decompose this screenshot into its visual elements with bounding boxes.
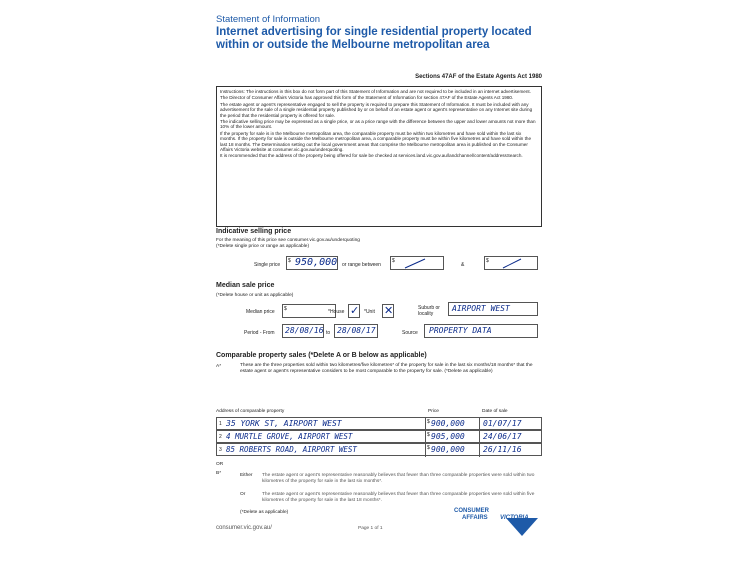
statement-page xyxy=(210,12,550,557)
dollar-sign: $ xyxy=(392,258,395,264)
median-heading: Median sale price xyxy=(216,282,275,289)
indicative-delete-note: (*Delete single price or range as applicable) xyxy=(216,244,310,249)
period-from-value: 28/08/16 xyxy=(285,326,324,335)
col-price-header: Price xyxy=(428,409,439,414)
col-date-header: Date of sale xyxy=(482,409,508,414)
option-b-label: B* xyxy=(216,471,222,476)
indicative-heading: Indicative selling price xyxy=(216,228,292,235)
or-label: OR xyxy=(216,462,224,467)
dollar-sign: $ xyxy=(427,432,430,438)
row-price[interactable]: 905,000 xyxy=(431,432,465,441)
or-option-label: Or xyxy=(240,492,246,497)
period-label: Period - From xyxy=(244,330,275,336)
or-option-text: The estate agent or agent's representative reasonably believes that fewer than three comparable properties were sold within five kilometres of the property for sale in the last 18 months*. xyxy=(262,492,535,503)
row-date[interactable]: 26/11/16 xyxy=(483,445,522,454)
median-note: (*Delete house or unit as applicable) xyxy=(216,293,294,298)
median-price-label: Median price xyxy=(246,309,275,315)
option-a-text: These are the three properties sold within two kilometres/five kilometres* of the property for sale in the last six months/18 months* that the estate agent or agent's representative considers to be most comparable to the property for sale. (*Delete as applicable) xyxy=(240,363,533,374)
page-number: Page 1 of 1 xyxy=(358,526,383,531)
instruction-line: It is recommended that the address of the property being offered for sale be checked at services.land.vic.gov.au/landchannel/content/addressSearch. xyxy=(220,153,523,159)
suburb-label: Suburb or locality xyxy=(418,305,440,317)
logo-text-victoria: VICTORIA xyxy=(500,515,529,521)
strike-mark-icon xyxy=(403,258,427,269)
instruction-line: The estate agent or agent's representative engaged to sell the property is required to prepare this Statement of Information. It must be included with any advertisement for the sale of a single residential property published by or on behalf of an estate agent or agent's representative on any Internet site during the period that the residential property is offered for sale. xyxy=(220,101,533,118)
row-price[interactable]: 900,000 xyxy=(431,445,465,454)
act-reference: Sections 47AF of the Estate Agents Act 1980 xyxy=(415,74,542,80)
dollar-sign: $ xyxy=(427,419,430,425)
col-address-header: Address of comparable property xyxy=(216,409,285,414)
table-row xyxy=(216,443,542,456)
row-date[interactable]: 01/07/17 xyxy=(483,419,522,428)
row-number: 3 xyxy=(219,447,222,453)
dollar-sign: $ xyxy=(486,258,489,264)
unit-label: *Unit xyxy=(364,309,375,315)
house-label: *House xyxy=(328,309,345,315)
source-label: Source xyxy=(402,330,418,336)
instruction-line: The indicative selling price may be expressed as a single price, or as a price range with the difference between the upper and lower amounts not more than 10% of the lower amount. xyxy=(220,119,536,130)
row-number: 1 xyxy=(219,421,222,427)
row-date[interactable]: 24/06/17 xyxy=(483,432,522,441)
table-row xyxy=(216,430,542,443)
logo-text-consumer: CONSUMER xyxy=(454,508,490,514)
row-address[interactable]: 85 ROBERTS ROAD, AIRPORT WEST xyxy=(226,445,357,454)
dollar-sign: $ xyxy=(427,445,430,451)
dollar-sign: $ xyxy=(288,258,291,264)
cross-mark-icon: ✕ xyxy=(384,305,394,317)
unit-checkbox[interactable] xyxy=(382,304,394,318)
either-text: The estate agent or agent's representative reasonably believes that fewer than three comparable properties were sold within two kilometres of the property for sale in the last six months*. xyxy=(262,473,535,484)
instruction-line: The Director of Consumer Affairs Victoria has approved this form of the Statement of Information for section 47AF of the Estate Agents Act 1980. xyxy=(220,95,514,101)
either-label: Either xyxy=(240,473,253,478)
consumer-affairs-logo xyxy=(454,508,546,538)
single-price-value: 950,000 xyxy=(295,257,338,268)
instruction-line: If the property for sale is in the Melbourne metropolitan area, the comparable property must be within two kilometres and have sold within the last six months. If the property for sale is outside the Melbourne metropolitan area, a comparable property must be within five kilometres and have sold within the last 18 months. The Determination setting out the local government areas that comprise the Melbourne metropolitan area is published on the Consumer Affairs Victoria website at consumer.vic.gov.au/underquoting. xyxy=(220,130,532,153)
period-to-value: 28/08/17 xyxy=(337,326,376,335)
suburb-value: AIRPORT WEST xyxy=(452,304,510,313)
range-low-field[interactable] xyxy=(390,256,444,270)
source-field[interactable] xyxy=(424,324,538,338)
dollar-sign: $ xyxy=(284,306,287,312)
period-from-field[interactable] xyxy=(282,324,324,338)
form-label: Statement of Information xyxy=(216,14,321,25)
footer-url[interactable]: consumer.vic.gov.au/ xyxy=(216,525,272,531)
single-price-field[interactable] xyxy=(286,256,338,270)
instructions-box xyxy=(216,86,542,227)
row-address[interactable]: 4 MURTLE GROVE, AIRPORT WEST xyxy=(226,432,353,441)
single-price-label: Single price xyxy=(254,262,281,268)
range-label: or range between xyxy=(342,262,381,268)
house-checkbox[interactable] xyxy=(348,304,360,318)
comparable-heading: Comparable property sales (*Delete A or B below as applicable) xyxy=(216,352,427,359)
range-high-field[interactable] xyxy=(484,256,538,270)
row-price[interactable]: 900,000 xyxy=(431,419,465,428)
suburb-field[interactable] xyxy=(448,302,538,316)
row-number: 2 xyxy=(219,434,222,440)
range-amp: & xyxy=(461,262,465,268)
instruction-line: Instructions: The instructions in this box do not form part of this Statement of Information and are not required to be included in an internet advertisement. xyxy=(220,89,531,94)
form-title: Internet advertising for single residential property located within or outside the Melbourne metropolitan area xyxy=(216,26,532,51)
period-to-field[interactable] xyxy=(334,324,378,338)
table-row xyxy=(216,417,542,430)
logo-text-affairs: AFFAIRS xyxy=(462,515,488,521)
delete-note: (*Delete as applicable) xyxy=(240,510,289,515)
period-to-label: to xyxy=(326,330,331,336)
indicative-note: For the meaning of this price see consumer.vic.gov.au/underquoting xyxy=(216,238,360,243)
check-mark-icon: ✓ xyxy=(350,305,360,317)
strike-mark-icon xyxy=(501,258,523,269)
source-value: PROPERTY DATA xyxy=(429,326,492,335)
row-address[interactable]: 35 YORK ST, AIRPORT WEST xyxy=(226,419,342,428)
option-a-label: A* xyxy=(216,364,222,369)
